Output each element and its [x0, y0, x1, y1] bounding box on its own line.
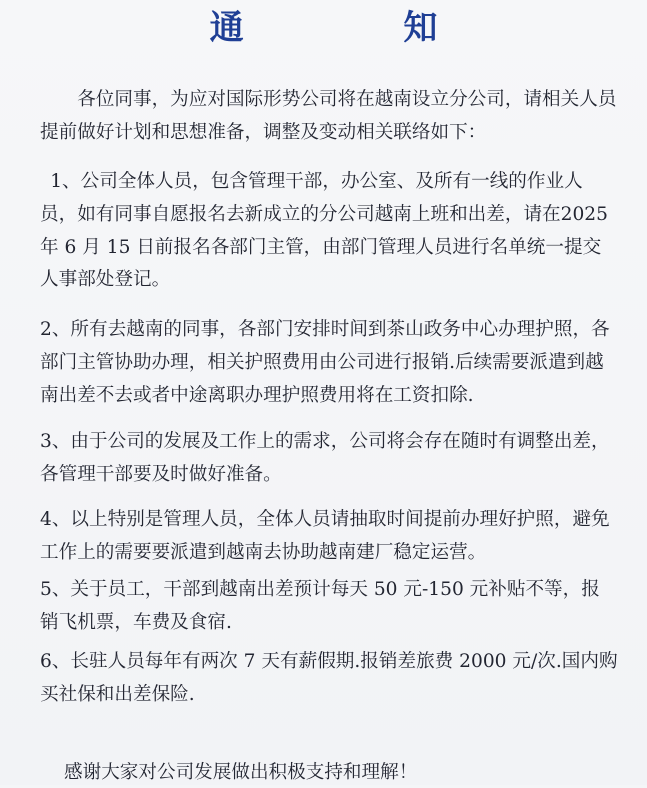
notice-item-5: 5、关于员工，干部到越南出差预计每天 50 元-150 元补贴不等，报销飞机票，车费及食宿. — [40, 579, 600, 633]
notice-item-2: 2、所有去越南的同事，各部门安排时间到茶山政务中心办理护照，各部门主管协助办理，相关护照费用由公司进行报销.后续需要派遣到越南出差不去或者中途离职办理护照费用将在工资扣除. — [40, 319, 610, 406]
notice-item-6: 6、长驻人员每年有两次 7 天有薪假期.报销差旅费 2000 元/次.国内购买社保和出差保险. — [40, 651, 618, 705]
notice-item-4: 4、以上特别是管理人员，全体人员请抽取时间提前办理好护照，避免工作上的需要要派遣到越南去协助越南建厂稳定运营。 — [40, 509, 610, 563]
notice-thanks-line: 感谢大家对公司发展做出积极支持和理解！ — [64, 762, 418, 783]
notice-item-3: 3、由于公司的发展及工作上的需求，公司将会存在随时有调整出差，各管理干部要及时做好准备。 — [40, 431, 610, 485]
notice-intro-paragraph: 各位同事，为应对国际形势公司将在越南设立分公司，请相关人员提前做好计划和思想准备，调整及变动相关联络如下： — [40, 89, 617, 143]
notice-item-1: 1、公司全体人员，包含管理干部，办公室、及所有一线的作业人员，如有同事自愿报名去新成立的分公司越南上班和出差，请在2025 年 6 月 15 日前报名各部门主管，由部门管理人员进行名单统一提交人事部处登记。 — [40, 171, 608, 291]
notice-title: 通 知 — [209, 8, 512, 48]
